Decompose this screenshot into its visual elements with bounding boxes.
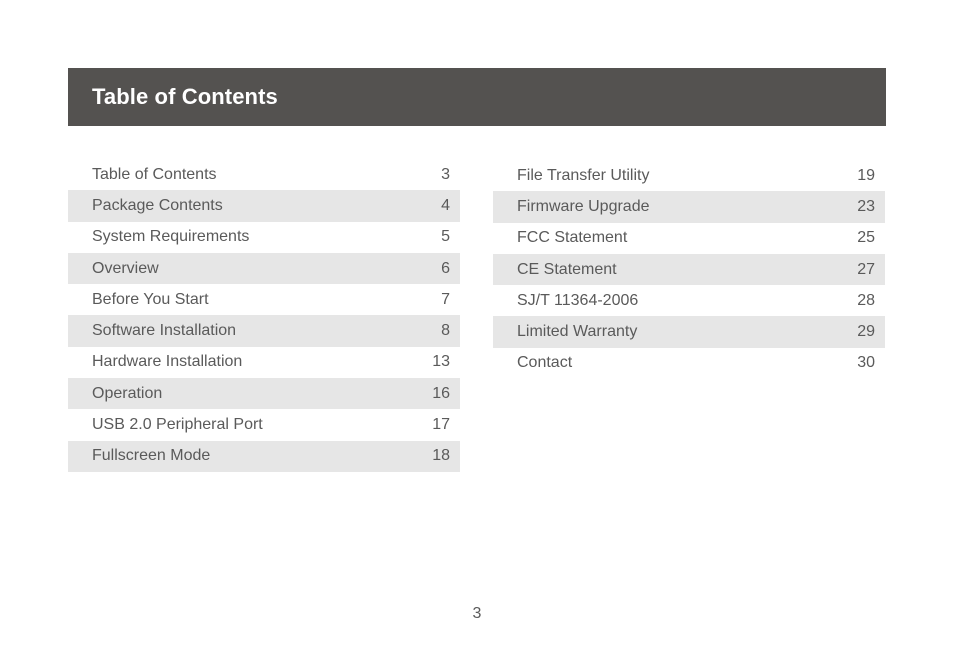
toc-entry-title: Before You Start — [92, 290, 209, 308]
toc-entry-page: 18 — [432, 447, 450, 465]
toc-entry-page: 25 — [857, 229, 875, 247]
toc-entry-page: 29 — [857, 323, 875, 341]
toc-entry-page: 7 — [441, 290, 450, 308]
toc-right-column — [493, 160, 885, 379]
toc-entry-page: 28 — [857, 291, 875, 309]
toc-row[interactable] — [68, 190, 460, 221]
toc-entry-page: 6 — [441, 259, 450, 277]
toc-row[interactable] — [68, 222, 460, 253]
toc-entry-page: 5 — [441, 228, 450, 246]
toc-entry-title: Fullscreen Mode — [92, 447, 211, 465]
toc-entry-title: SJ/T 11364-2006 — [517, 291, 639, 309]
toc-row[interactable] — [493, 348, 885, 379]
toc-entry-page: 23 — [857, 197, 875, 215]
page-title: Table of Contents — [92, 84, 278, 109]
toc-row[interactable] — [493, 191, 885, 222]
toc-entry-page: 17 — [432, 416, 450, 434]
toc-entry-page: 8 — [441, 322, 450, 340]
toc-entry-page: 16 — [432, 384, 450, 402]
toc-row[interactable] — [68, 409, 460, 440]
toc-row[interactable] — [493, 223, 885, 254]
toc-row[interactable] — [493, 254, 885, 285]
toc-entry-title: FCC Statement — [517, 229, 628, 247]
toc-entry-title: Limited Warranty — [517, 323, 638, 341]
toc-entry-page: 27 — [857, 260, 875, 278]
toc-entry-title: System Requirements — [92, 228, 250, 246]
toc-entry-page: 19 — [857, 166, 875, 184]
toc-row[interactable] — [493, 160, 885, 191]
toc-entry-page: 13 — [432, 353, 450, 371]
header-bar — [68, 68, 886, 126]
toc-row[interactable] — [68, 347, 460, 378]
toc-entry-title: Overview — [92, 259, 159, 277]
toc-entry-title: USB 2.0 Peripheral Port — [92, 416, 263, 434]
toc-entry-title: Table of Contents — [92, 165, 217, 183]
toc-left-column — [68, 159, 460, 472]
toc-entry-title: Software Installation — [92, 322, 237, 340]
toc-row[interactable] — [68, 284, 460, 315]
toc-entry-title: Operation — [92, 384, 163, 402]
toc-row[interactable] — [493, 285, 885, 316]
toc-entry-title: CE Statement — [517, 260, 617, 278]
toc-row[interactable] — [68, 159, 460, 190]
toc-row[interactable] — [68, 253, 460, 284]
toc-row[interactable] — [493, 316, 885, 347]
toc-entry-page: 4 — [441, 196, 450, 214]
toc-entry-title: Package Contents — [92, 196, 223, 214]
toc-entry-title: Contact — [517, 354, 573, 372]
toc-row[interactable] — [68, 378, 460, 409]
toc-entry-page: 3 — [441, 165, 450, 183]
toc-entry-title: Hardware Installation — [92, 353, 243, 371]
page-number: 3 — [472, 605, 482, 622]
toc-entry-page: 30 — [857, 354, 875, 372]
toc-row[interactable] — [68, 315, 460, 346]
toc-entry-title: File Transfer Utility — [517, 166, 650, 184]
toc-entry-title: Firmware Upgrade — [517, 197, 650, 215]
toc-row[interactable] — [68, 441, 460, 472]
